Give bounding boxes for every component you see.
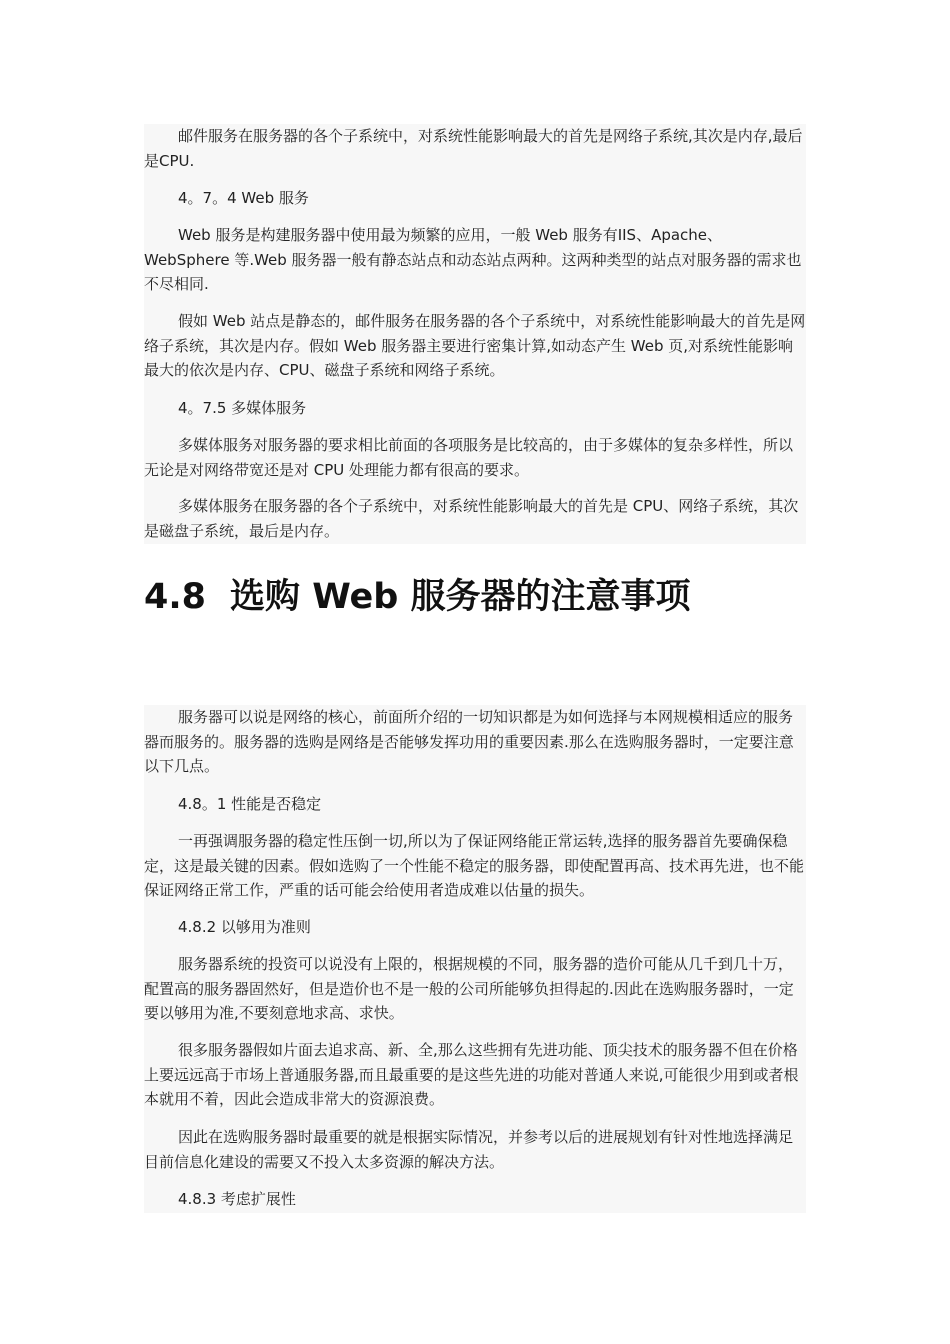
paragraph-multimedia-subsystems: 多媒体服务在服务器的各个子系统中，对系统性能影响最大的首先是 CPU、网络子系统，其次是磁盘子系统，最后是内存。: [144, 497, 799, 540]
subheading-4-8-3: 4.8.3 考虑扩展性: [178, 1190, 296, 1208]
subheading-4-8-1: 4.8。1 性能是否稳定: [178, 795, 322, 813]
paragraph-web-static: 假如 Web 站点是静态的，邮件服务在服务器的各个子系统中，对系统性能影响最大的首先是网络子系统，其次是内存。假如 Web 服务器主要进行密集计算,如动态产生 Web 页,对系统性能影响最大的依次是内存、CPU、磁盘子系统和网络子系统。: [144, 312, 806, 379]
paragraph-stability: 一再强调服务器的稳定性压倒一切,所以为了保证网络能正常运转,选择的服务器首先要确保稳定，这是最关键的因素。假如选购了一个性能不稳定的服务器，即使配置再高、技术再先进，也不能保证网络正常工作，严重的话可能会给使用者造成难以估量的损失。: [144, 832, 805, 899]
heading-title: 选购 Web 服务器的注意事项: [230, 577, 691, 617]
paragraph-advanced-features: 很多服务器假如片面去追求高、新、全,那么这些拥有先进功能、顶尖技术的服务器不但在价格上要远远高于市场上普通服务器,而且最重要的是这些先进的功能对普通人来说,可能很少用到或者根本就用不着，因此会造成非常大的资源浪费。: [144, 1041, 799, 1108]
paragraph-multimedia: 多媒体服务对服务器的要求相比前面的各项服务是比较高的，由于多媒体的复杂多样性，所以无论是对网络带宽还是对 CPU 处理能力都有很高的要求。: [144, 436, 794, 479]
paragraph-investment: 服务器系统的投资可以说没有上限的，根据规模的不同，服务器的造价可能从几千到几十万，配置高的服务器固然好，但是造价也不是一般的公司所能够负担得起的.因此在选购服务器时，一定要以够用为准,不要刻意地求高、求快。: [144, 955, 794, 1022]
heading-number: 4.8: [144, 577, 207, 617]
subheading-4-7-5: 4。7.5 多媒体服务: [178, 399, 307, 417]
paragraph-server-core: 服务器可以说是网络的核心，前面所介绍的一切知识都是为如何选择与本网规模相适应的服务器而服务的。服务器的选购是网络是否能够发挥功用的重要因素.那么在选购服务器时，一定要注意以下几点。: [144, 708, 794, 775]
subheading-4-8-2: 4.8.2 以够用为准则: [178, 918, 311, 936]
content-block-4-8: [144, 705, 806, 1213]
section-heading-4-8: [144, 572, 691, 622]
paragraph-web-service: Web 服务是构建服务器中使用最为频繁的应用，一般 Web 服务有IIS、Apache、WebSphere 等.Web 服务器一般有静态站点和动态站点两种。这两种类型的站点对服务器的需求也不尽相同.: [144, 226, 802, 293]
subheading-4-7-4: 4。7。4 Web 服务: [178, 189, 309, 207]
content-block-4-7: [144, 124, 806, 544]
paragraph-selection-strategy: 因此在选购服务器时最重要的就是根据实际情况，并参考以后的进展规划有针对性地选择满足目前信息化建设的需要又不投入太多资源的解决方法。: [144, 1128, 794, 1171]
paragraph-mail-service: 邮件服务在服务器的各个子系统中，对系统性能影响最大的首先是网络子系统,其次是内存,最后是CPU.: [144, 127, 803, 170]
